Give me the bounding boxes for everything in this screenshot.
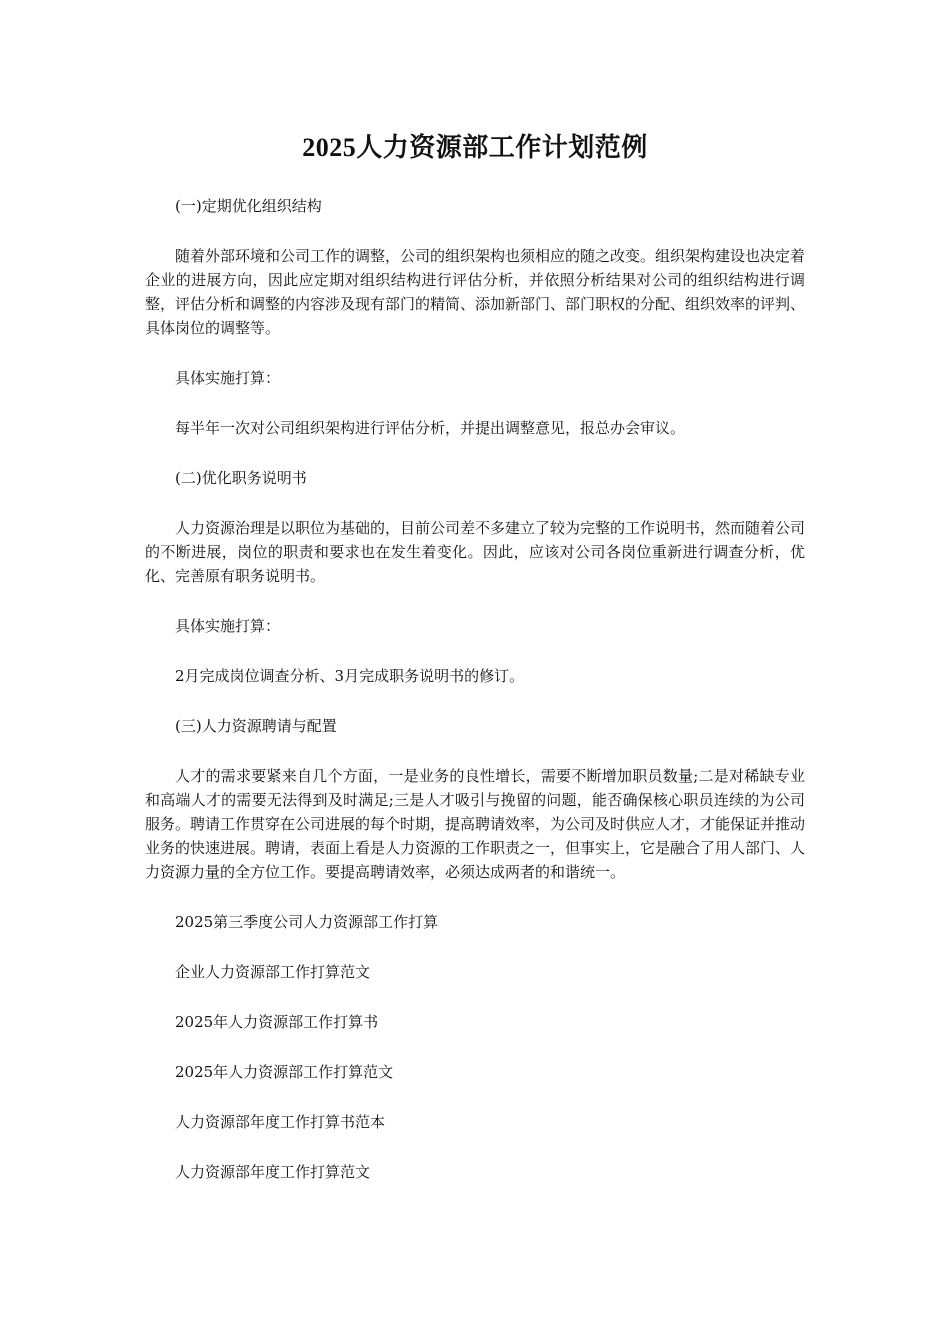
paragraph-job-description: 人力资源治理是以职位为基础的，目前公司差不多建立了较为完整的工作说明书，然而随着公司的不断进展，岗位的职责和要求也在发生着变化。因此，应该对公司各岗位重新进行调查分析，优化、完善原有职务说明书。 bbox=[145, 519, 806, 585]
section-heading-1: (一)定期优化组织结构 bbox=[175, 197, 322, 215]
related-link-3: 2025年人力资源部工作打算书 bbox=[175, 1013, 379, 1031]
related-link-1: 2025第三季度公司人力资源部工作打算 bbox=[175, 913, 439, 931]
document-title: 2025人力资源部工作计划范例 bbox=[302, 133, 648, 162]
paragraph-org-structure: 随着外部环境和公司工作的调整，公司的组织架构也须相应的随之改变。组织架构建设也决定着企业的进展方向，因此应定期对组织结构进行评估分析，并依照分析结果对公司的组织结构进行调整，评估分析和调整的内容涉及现有部门的精简、添加新部门、部门职权的分配、组织效率的评判、具体岗位的调整等。 bbox=[145, 247, 806, 337]
related-link-6: 人力资源部年度工作打算范文 bbox=[175, 1163, 371, 1181]
paragraph-recruitment: 人才的需求要紧来自几个方面，一是业务的良性增长，需要不断增加职员数量;二是对稀缺专业和高端人才的需要无法得到及时满足;三是人才吸引与挽留的问题，能否确保核心职员连续的为公司服务。聘请工作贯穿在公司进展的每个时期，提高聘请效率，为公司及时供应人才，才能保证并推动业务的快速进展。聘请，表面上看是人力资源的工作职责之一，但事实上，它是融合了用人部门、人力资源力量的全方位工作。要提高聘请效率，必须达成两者的和谐统一。 bbox=[145, 767, 806, 881]
document-content bbox=[145, 130, 805, 1210]
paragraph-plan-label-2: 具体实施打算： bbox=[175, 617, 281, 635]
section-heading-2: (二)优化职务说明书 bbox=[175, 469, 307, 487]
related-link-5: 人力资源部年度工作打算书范本 bbox=[175, 1113, 386, 1131]
paragraph-plan-label-1: 具体实施打算： bbox=[175, 369, 281, 387]
paragraph-plan-2: 2月完成岗位调查分析、3月完成职务说明书的修订。 bbox=[175, 667, 525, 685]
related-link-4: 2025年人力资源部工作打算范文 bbox=[175, 1063, 394, 1081]
related-link-2: 企业人力资源部工作打算范文 bbox=[175, 963, 371, 981]
section-heading-3: (三)人力资源聘请与配置 bbox=[175, 717, 337, 735]
paragraph-plan-1: 每半年一次对公司组织架构进行评估分析，并提出调整意见，报总办会审议。 bbox=[175, 419, 686, 437]
